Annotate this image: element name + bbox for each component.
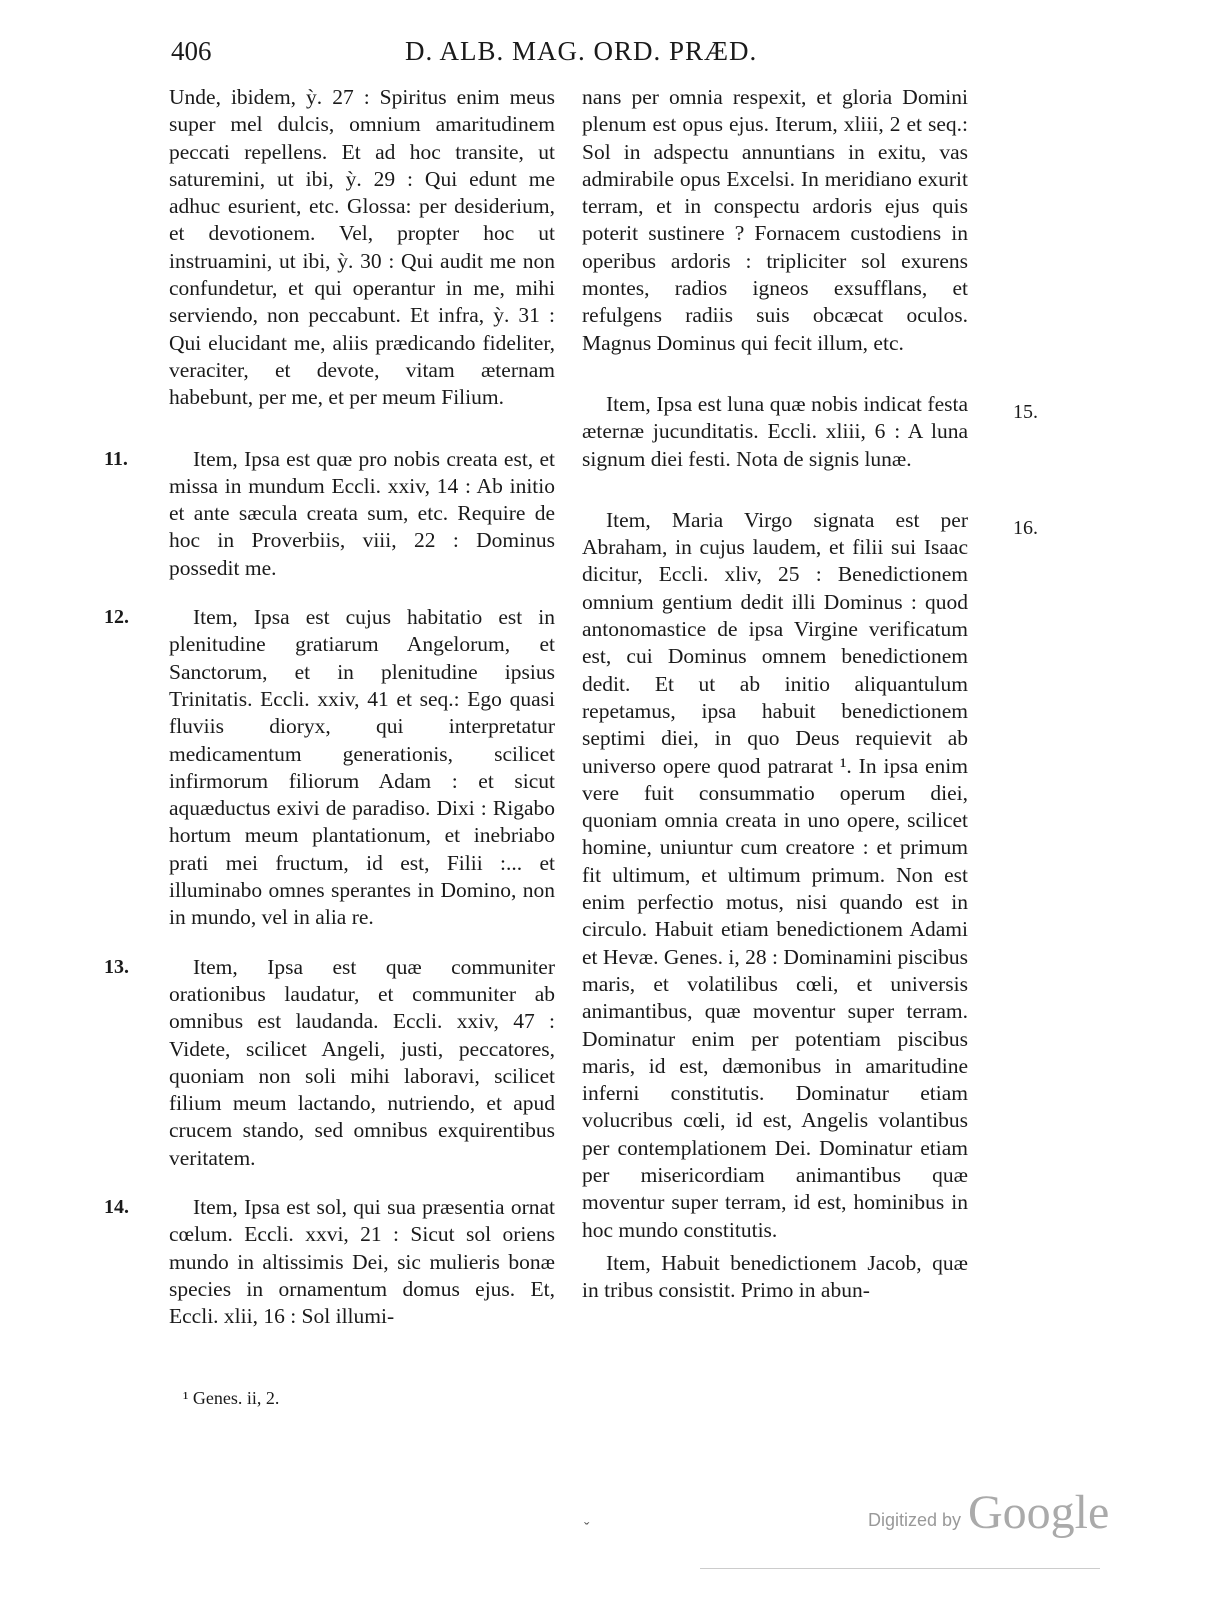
paragraph-text: Item, Habuit benedictionem Jacob, quæ in tribus consistit. Primo in abun-: [582, 1250, 968, 1303]
section-number: 11.: [104, 447, 128, 470]
paragraph: [104, 954, 555, 1172]
section-number: 16.: [1013, 516, 1038, 539]
paragraph-text: Item, Ipsa est quæ communiter orationibus laudatur, et communiter ab omnibus est laudanda. Eccli. xxiv, 47 : Videte, scilicet Angeli, justi, peccatores, quoniam non soli mihi laboravi, scilicet filium meum lactando, nutriendo, et apud crucem stando, sed omnibus exquirentibus veritatem.: [169, 954, 555, 1170]
section-number: 15.: [1013, 400, 1038, 423]
paragraph-text: Unde, ibidem, ỳ. 27 : Spiritus enim meus super mel dulcis, omnium amaritudinem peccati repellens. Et ad hoc transite, ut saturemini, ut ibi, ỳ. 29 : Qui edunt me adhuc esurient, etc. Glossa: per desiderium, et devotionem. Vel, propter hoc ut instruamini, ut ibi, ỳ. 30 : Qui audit me non confundetur, et qui operantur in me, mihi serviendo, non peccabunt. Et infra, ỳ. 31 : Qui elucidant me, aliis prædicando fideliter, veraciter, et devote, vitam æternam habebunt, per me, et per meum Filium.: [169, 85, 555, 410]
paragraph: [104, 446, 555, 582]
section-number: 12.: [104, 606, 129, 629]
paragraph-text: Item, Ipsa est quæ pro nobis creata est, et missa in mundum Eccli. xxiv, 14 : Ab initio et ante sæcula creata sum, etc. Require de hoc in Proverbiis, viii, 22 : Dominus possedit me.: [169, 446, 555, 580]
paragraph-text: Item, Ipsa est sol, qui sua præsentia ornat cœlum. Eccli. xxvi, 21 : Sicut sol oriens mundo in altissimis Dei, sic mulieris bonæ species in ornamentum domus ejus. Et, Eccli. xlii, 16 : Sol illumi-: [169, 1194, 555, 1329]
digitized-by-label: Digitized by: [868, 1510, 962, 1530]
left-column: [104, 84, 555, 1352]
paragraph: [582, 84, 968, 357]
paragraph: [582, 391, 1038, 473]
paragraph: [582, 1250, 968, 1305]
section-number: 14.: [104, 1195, 129, 1218]
paragraph: [169, 84, 555, 412]
paragraph: [104, 1194, 555, 1330]
paragraph-text: Item, Maria Virgo signata est per Abraham, in cujus laudem, et filii sui Isaac dicitur, Eccli. xliv, 25 : Benedictionem omnium gentium dedit illi Dominus : quod antonomastice de ipsa Virgine verificatum est, cui Dominus omnem benedictionem dedit. Et ut ab initio aliquantulum repetamus, ipsa habuit benedictionem septimi diei, in quo Deus requievit ab universo opere quod patrarat ¹. In ipsa enim vere fuit consummatio operum diei, quoniam omnia creata in uno opere, scilicet homine, uniuntur cum creatore : et primum fit ultimum, et ultimum primum. Non est enim perfectio motus, nisi quando est in circulo. Habuit etiam benedictionem Adami et Hevæ. Genes. i, 28 : Dominamini piscibus maris, et volatilibus cœli, et universis animantibus, quæ moventur super terram. Dominatur enim per potentiam piscibus maris, id est, dæmonibus in amaritudine inferni constitutis. Dominatur etiam volucribus cœli, id est, Angelis volantibus per contemplationem Dei. Dominatur etiam per misericordiam animantibus quæ moventur super terram, id est, hominibus in hoc mundo constitutis.: [582, 507, 968, 1242]
footnote: ¹ Genes. ii, 2.: [183, 1388, 280, 1408]
paragraph: [104, 604, 555, 932]
page-header: [0, 36, 1210, 70]
paragraph-text: nans per omnia respexit, et gloria Domini plenum est opus ejus. Iterum, xliii, 2 et seq.: Sol in adspectu annuntians in exitu, vas admirabile opus Excelsi. In meridiano exurit terram, et in conspectu ardoris ejus quis poterit sustinere ? Fornacem custodiens in operibus ardoris : tripliciter sol exurens montes, radios igneos exsufflans, et refulgens radiis suis obcæcat oculos. Magnus Dominus qui fecit illum, etc.: [582, 85, 968, 355]
page-edge-line: [700, 1568, 1100, 1569]
right-column: [582, 84, 1038, 1326]
paragraph: [582, 507, 1038, 1244]
stray-mark: ˇ: [584, 1520, 590, 1537]
paragraph-text: Item, Ipsa est luna quæ nobis indicat festa æternæ jucunditatis. Eccli. xliii, 6 : A luna signum diei festi. Nota de signis lunæ.: [582, 391, 968, 471]
page-number: 406: [171, 36, 212, 66]
google-logo: Google: [968, 1486, 1110, 1539]
section-number: 13.: [104, 955, 129, 978]
paragraph-text: Item, Ipsa est cujus habitatio est in plenitudine gratiarum Angelorum, et Sanctorum, et in plenitudine ipsius Trinitatis. Eccli. xxiv, 41 et seq.: Ego quasi fluviis dioryx, qui interpretatur medicamentum generationis, scilicet infirmorum filiorum Adam : et sicut aquæductus exivi de paradiso. Dixi : Rigabo hortum meum plantationum, et inebriabo prati mei fructum, id est, Filii :... et illuminabo omnes sperantes in Domino, non in mundo, vel in alia re.: [169, 605, 555, 930]
running-title: D. ALB. MAG. ORD. PRÆD.: [405, 36, 758, 66]
